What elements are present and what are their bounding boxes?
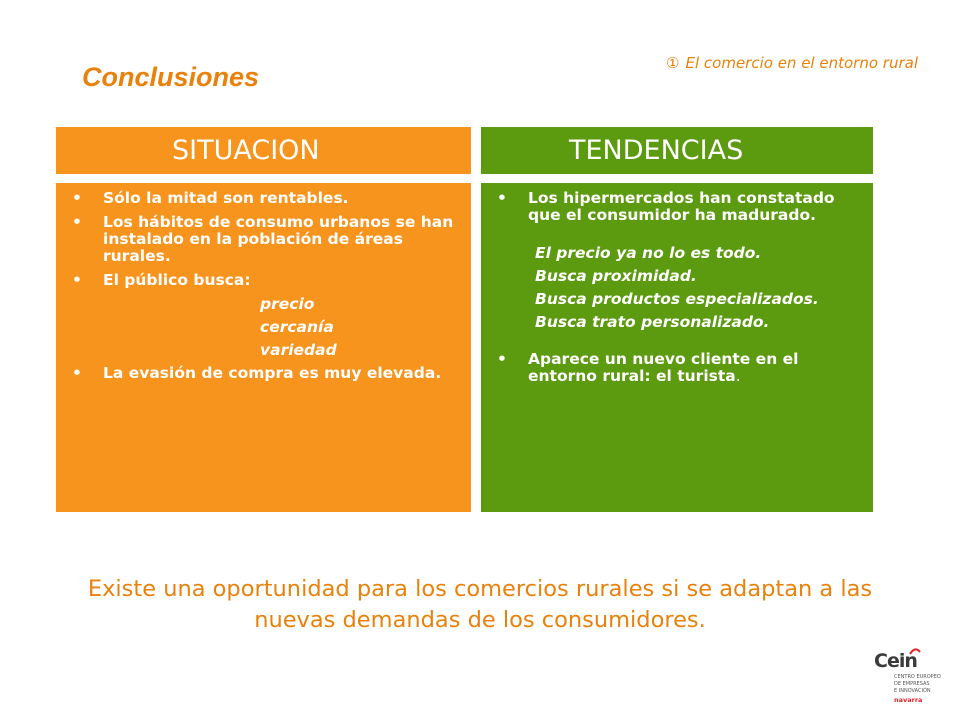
conclusion-text: Existe una oportunidad para los comercios rurales si se adaptan a las nuevas demandas de los consumidores.: [87, 576, 873, 633]
tendencia-line: El precio ya no lo es todo.: [535, 244, 762, 262]
tendencias-heading-box: [481, 127, 873, 174]
tendencias-panel: [481, 183, 873, 512]
list-item: • Los hipermercados han constatado que el consumidor ha madurado.: [497, 189, 835, 224]
bullet-icon: •: [72, 189, 82, 207]
situacion-panel: [56, 183, 471, 512]
busca-cercania: cercanía: [260, 318, 334, 336]
logo-arc-icon: [908, 646, 922, 656]
logo-wordmark: Cein: [874, 650, 917, 672]
list-item: • Aparece un nuevo cliente en el entorno rural: el turista.: [497, 350, 799, 385]
header-note-text: El comercio en el entorno rural: [685, 54, 918, 72]
header-note: [666, 54, 918, 72]
bullet-icon: •: [497, 350, 507, 368]
cein-logo: Cein CENTRO EUROPEO DE EMPRESAS E INNOVACIÓN navarra: [872, 650, 942, 702]
busca-precio: precio: [260, 295, 315, 313]
tendencia-line: Busca proximidad.: [535, 267, 697, 285]
list-item: • El público busca:: [72, 271, 251, 289]
tendencia-line: Busca productos especializados.: [535, 290, 819, 308]
page-title: Conclusiones: [82, 62, 260, 92]
list-item: • La evasión de compra es muy elevada.: [72, 364, 442, 382]
bullet-icon: •: [72, 271, 82, 289]
bullet-icon: •: [72, 213, 82, 231]
bullet-icon: •: [497, 189, 507, 207]
busca-variedad: variedad: [260, 341, 337, 359]
tendencias-heading: TENDENCIAS: [569, 135, 744, 166]
situacion-heading: SITUACION: [172, 135, 320, 166]
bullet-icon: •: [72, 364, 82, 382]
tendencia-line: Busca trato personalizado.: [535, 313, 770, 331]
situacion-heading-box: [56, 127, 471, 174]
list-item: • Los hábitos de consumo urbanos se han instalado en la población de áreas rurales.: [72, 213, 454, 265]
numbered-circle-icon: ①: [666, 54, 680, 72]
list-item: • Sólo la mitad son rentables.: [72, 189, 349, 207]
